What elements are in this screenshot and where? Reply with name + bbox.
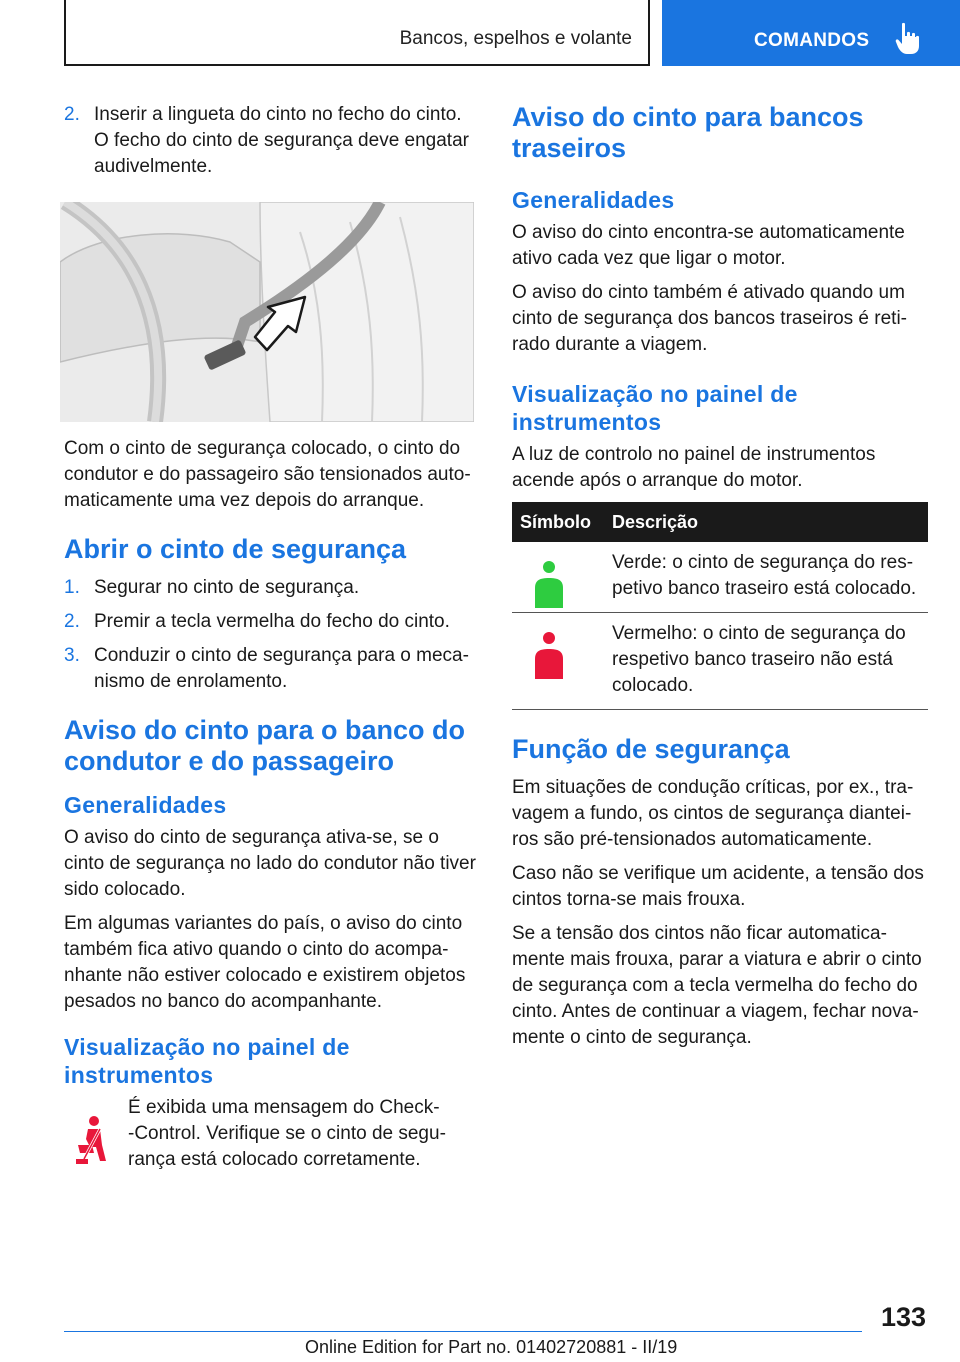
general-paragraph-1: O aviso do cinto encontra-se automaticamente ativo cada vez que ligar o motor. — [512, 222, 905, 269]
display-subheading: Visualização no painel de instrumentos — [512, 381, 798, 435]
display-text: A luz de controlo no painel de instrumentos acende após o arranque do motor. — [512, 444, 876, 491]
symbol-column-header: Símbolo — [520, 511, 591, 532]
description-column-header: Descrição — [612, 511, 699, 532]
step-text: Inserir a lingueta do cinto no fecho do cinto. O fecho do cinto de segurança deve engatar audivelmente. — [94, 104, 469, 177]
list-item — [64, 609, 478, 635]
page-header — [0, 0, 960, 66]
list-item — [64, 643, 478, 695]
section-header-box — [64, 0, 650, 66]
step-text: Segurar no cinto de segurança. — [94, 577, 360, 598]
step-text: Premir a tecla vermelha do fecho do cinto. — [94, 611, 450, 632]
person-red-icon — [532, 629, 566, 679]
driver-warning-heading: Aviso do cinto para o banco do condutor e do passageiro — [64, 715, 466, 776]
general-paragraph-2: Em algumas variantes do país, o aviso do cinto também fica ativo quando o cinto do acompanhante não estiver colocado e existirem objetos pesados no banco do acompanhante. — [64, 913, 466, 1012]
display-note — [64, 1095, 478, 1173]
hand-pointer-icon — [895, 22, 921, 56]
person-green-icon — [532, 558, 566, 608]
step-number: 3. — [64, 645, 80, 666]
display-text: É exibida uma mensagem do Check-‑Control. Verifique se o cinto de segurança está colocado corretamente. — [128, 1097, 446, 1170]
open-belt-heading: Abrir o cinto de segurança — [64, 534, 407, 564]
seatbelt-photo — [60, 202, 474, 422]
chapter-tab[interactable] — [662, 0, 960, 66]
safety-paragraph-3: Se a tensão dos cintos não ficar automaticamente mais frouxa, parar a viatura e abrir o cinto de segurança com a tecla vermelha do fecho do cinto. Antes de continuar a viagem, fechar novamente o cinto de segurança. — [512, 923, 922, 1048]
general-subheading: Generalidades — [512, 187, 675, 213]
footer-divider — [64, 1331, 862, 1332]
chapter-tab-label: COMANDOS — [754, 30, 870, 51]
general-paragraph-1: O aviso do cinto de segurança ativa-se, se o cinto de segurança no lado do condutor não tiver sido colocado. — [64, 827, 476, 900]
red-description: Vermelho: o cinto de segurança do respetivo banco traseiro não está colocado. — [612, 623, 906, 696]
list-item — [64, 575, 478, 601]
step-number: 2. — [64, 104, 80, 125]
symbol-table — [512, 502, 928, 710]
page-number: 133 — [880, 1302, 926, 1332]
intro-step-list — [64, 102, 478, 180]
safety-paragraph-2: Caso não se verifique um acidente, a tensão dos cintos torna-se mais frouxa. — [512, 863, 924, 910]
step-number: 2. — [64, 611, 80, 632]
green-description: Verde: o cinto de segurança do respetivo banco traseiro está colocado. — [612, 552, 917, 599]
rear-warning-heading: Aviso do cinto para bancos traseiros — [512, 102, 864, 163]
step-text: Conduzir o cinto de segurança para o mecanismo de enrolamento. — [94, 645, 469, 692]
open-steps-list — [64, 575, 478, 695]
table-header — [512, 502, 928, 542]
section-title: Bancos, espelhos e volante — [399, 28, 632, 49]
table-row — [512, 613, 928, 710]
seatbelt-illustration — [60, 202, 474, 422]
safety-function-heading: Função de segurança — [512, 734, 790, 764]
list-item — [64, 102, 478, 180]
general-paragraph-2: O aviso do cinto também é ativado quando um cinto de segurança dos bancos traseiros é retirado durante a viagem. — [512, 282, 907, 355]
general-subheading: Generalidades — [64, 792, 227, 818]
seatbelt-warning-icon — [72, 1115, 112, 1167]
right-column — [512, 102, 928, 1059]
display-subheading: Visualização no painel de instrumentos — [64, 1034, 350, 1088]
photo-caption: Com o cinto de segurança colocado, o cinto do condutor e do passageiro são tensionados automaticamente uma vez depois do arranque. — [64, 438, 471, 511]
safety-paragraph-1: Em situações de condução críticas, por ex., travagem a fundo, os cintos de segurança dianteiros são pré-tensionados automaticamente. — [512, 777, 914, 850]
left-column — [64, 102, 478, 1181]
edition-text: Online Edition for Part no. 01402720881 - II/19 — [305, 1337, 678, 1357]
step-number: 1. — [64, 577, 80, 598]
table-row — [512, 542, 928, 613]
